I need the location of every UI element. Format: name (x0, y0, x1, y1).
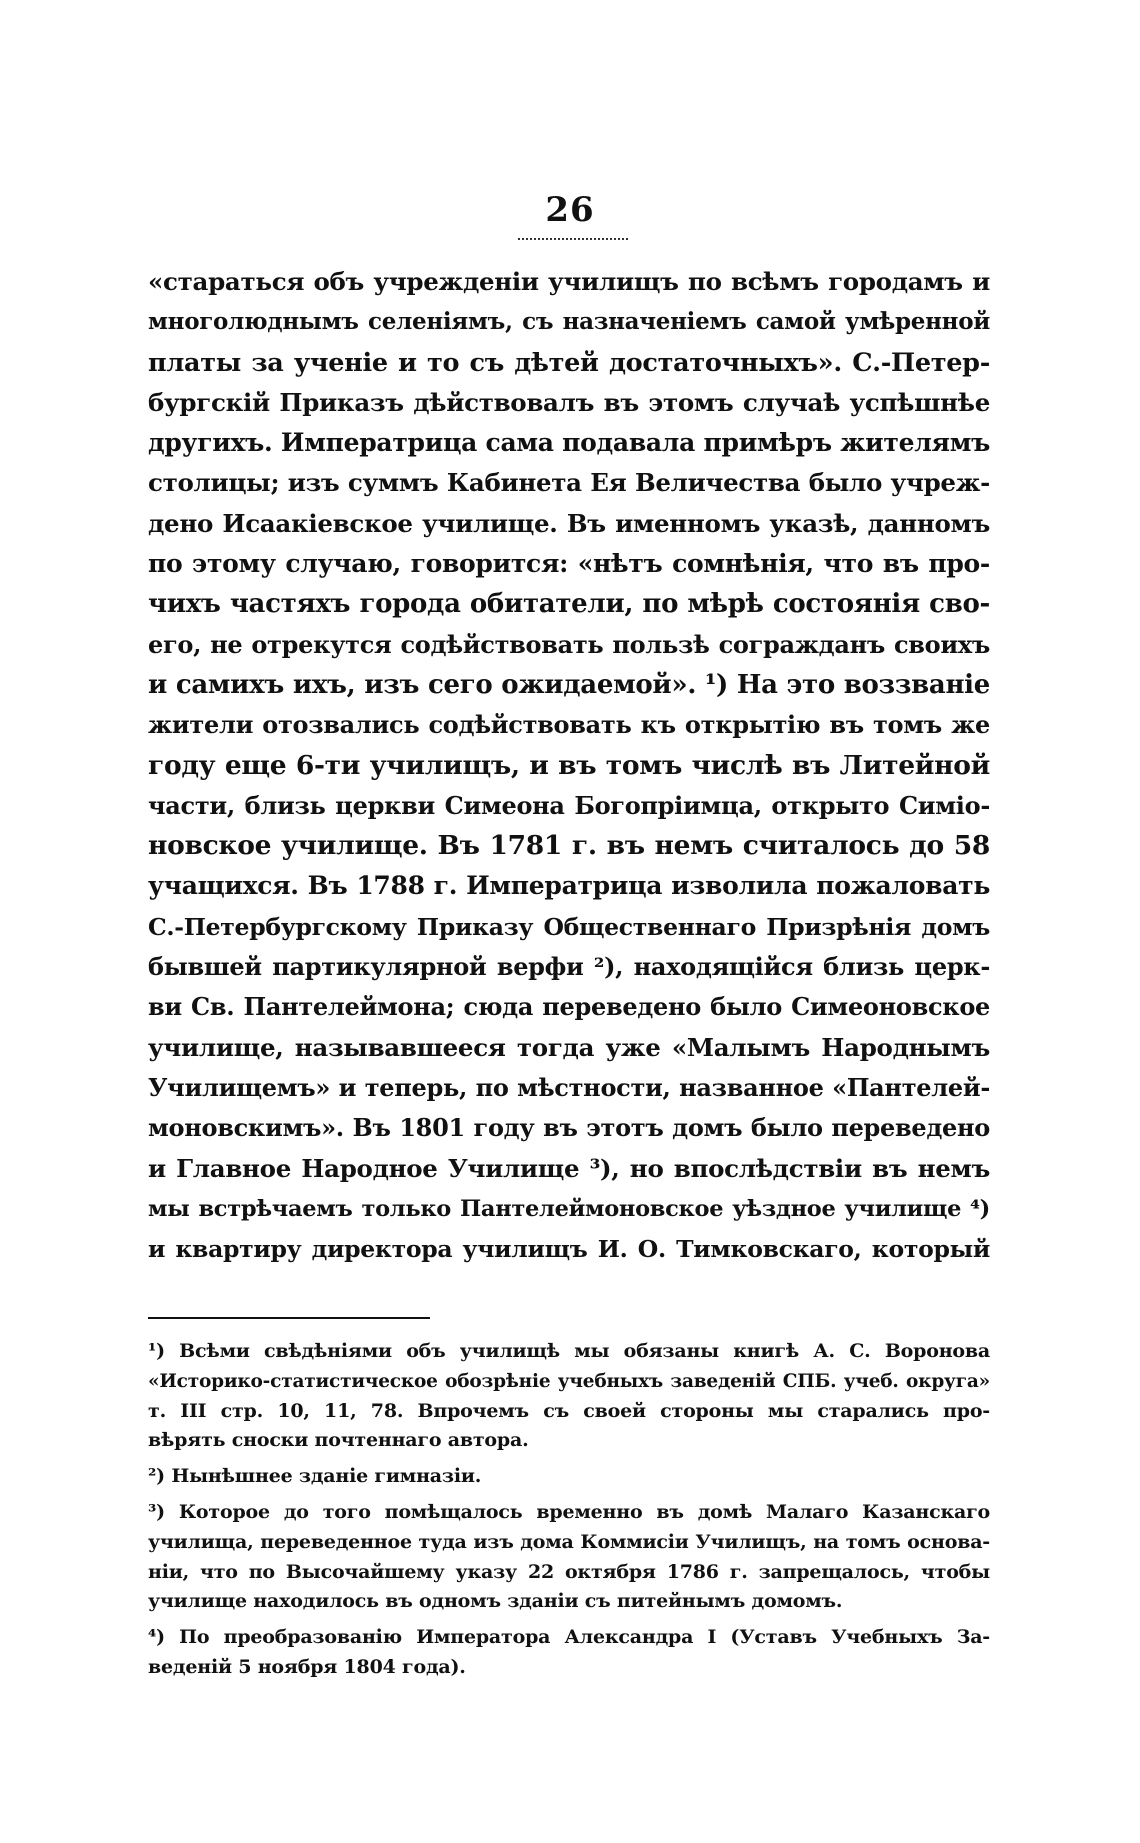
body-line: чихъ частяхъ города обитатели, по мѣрѣ состоянія сво- (148, 589, 990, 620)
body-line: и самихъ ихъ, изъ сего ожидаемой». ¹) На это воззваніе (148, 669, 990, 700)
body-line: платы за ученіе и то съ дѣтей достаточныхъ». С.-Петер- (148, 347, 990, 378)
body-line: части, близь церкви Симеона Богопріимца, открыто Симіо- (148, 790, 990, 820)
page-number: 26 (545, 190, 595, 230)
footnotes (148, 1337, 990, 1683)
body-line: жители отозвались содѣйствовать къ открытію въ томъ же (148, 710, 990, 740)
footnote-4 (148, 1623, 990, 1683)
body-line: новское училище. Въ 1781 г. въ немъ считалось до 58 (148, 830, 990, 862)
body-line: дено Исаакіевское училище. Въ именномъ указѣ, данномъ (148, 508, 990, 538)
footnote-2 (148, 1462, 990, 1492)
footnote-line: вѣрять сноски почтеннаго автора. (148, 1429, 529, 1452)
body-line: столицы; изъ суммъ Кабинета Ея Величества было учреж- (148, 468, 990, 498)
footnote-line: ³) Которое до того помѣщалось временно въ домѣ Малаго Казанскаго (148, 1500, 990, 1523)
body-line: многолюднымъ селеніямъ, съ назначеніемъ самой умѣренной (148, 308, 990, 336)
footnote-line: ⁴) По преобразованію Императора Александра I (Уставъ Учебныхъ За- (148, 1626, 990, 1649)
body-line: С.-Петербургскому Приказу Общественнаго Призрѣнія домъ (148, 912, 990, 941)
footnote-3 (148, 1498, 990, 1617)
body-line: году еще 6-ти училищъ, и въ томъ числѣ въ Литейной (148, 749, 990, 781)
footnote-line: «Историко-статистическое обозрѣніе учебныхъ заведеній СПБ. учеб. округа» (148, 1370, 990, 1392)
footnote-separator (148, 1317, 430, 1319)
body-line: его, не отрекутся содѣйствовать пользѣ согражданъ своихъ (148, 629, 990, 659)
body-line: моновскимъ». Въ 1801 году въ этотъ домъ было переведено (148, 1113, 990, 1143)
footnote-line: ніи, что по Высочайшему указу 22 октября 1786 г. запрещалось, чтобы (148, 1560, 990, 1583)
body-line: по этому случаю, говорится: «нѣтъ сомнѣнія, что въ про- (148, 549, 990, 579)
body-line: и квартиру директора училищъ И. О. Тимковскаго, который (148, 1235, 990, 1264)
body-line: «стараться объ учрежденіи училищъ по всѣмъ городамъ и (148, 267, 990, 296)
body-line: мы встрѣчаемъ только Пантелеймоновское уѣздное училище ⁴) (148, 1195, 990, 1222)
footnote-line: т. III стр. 10, 11, 78. Впрочемъ съ своей стороны мы старались про- (148, 1399, 990, 1422)
footnote-1 (148, 1337, 990, 1456)
body-text (148, 262, 990, 1269)
body-line: и Главное Народное Училище ³), но впослѣдствіи въ немъ (148, 1153, 990, 1183)
footnote-line: училища, переведенное туда изъ дома Коммисіи Училищъ, на томъ основа- (148, 1530, 990, 1553)
footnote-line: ²) Нынѣшнее зданіе гимназіи. (148, 1465, 482, 1488)
footnote-line: ¹) Всѣми свѣдѣніями объ училищѣ мы обязаны книгѣ А. С. Воронова (148, 1340, 990, 1362)
body-line: ви Св. Пантелеймона; сюда переведено было Симеоновское (148, 992, 990, 1022)
footnote-line: веденій 5 ноября 1804 года). (148, 1655, 466, 1678)
body-line: Училищемъ» и теперь, по мѣстности, названное «Пантелей- (148, 1072, 990, 1102)
body-line: училище, называвшееся тогда уже «Малымъ Народнымъ (148, 1032, 990, 1062)
page-number-underline (518, 238, 628, 240)
footnote-line: училище находилось въ одномъ зданіи съ питейнымъ домомъ. (148, 1590, 843, 1613)
body-line: учащихся. Въ 1788 г. Императрица изволила пожаловать (148, 871, 990, 901)
body-line: бывшей партикулярной верфи ²), находящійся близь церк- (148, 952, 990, 982)
body-line: другихъ. Императрица сама подавала примѣръ жителямъ (148, 428, 990, 458)
body-line: бургскій Приказъ дѣйствовалъ въ этомъ случаѣ успѣшнѣе (148, 387, 990, 417)
